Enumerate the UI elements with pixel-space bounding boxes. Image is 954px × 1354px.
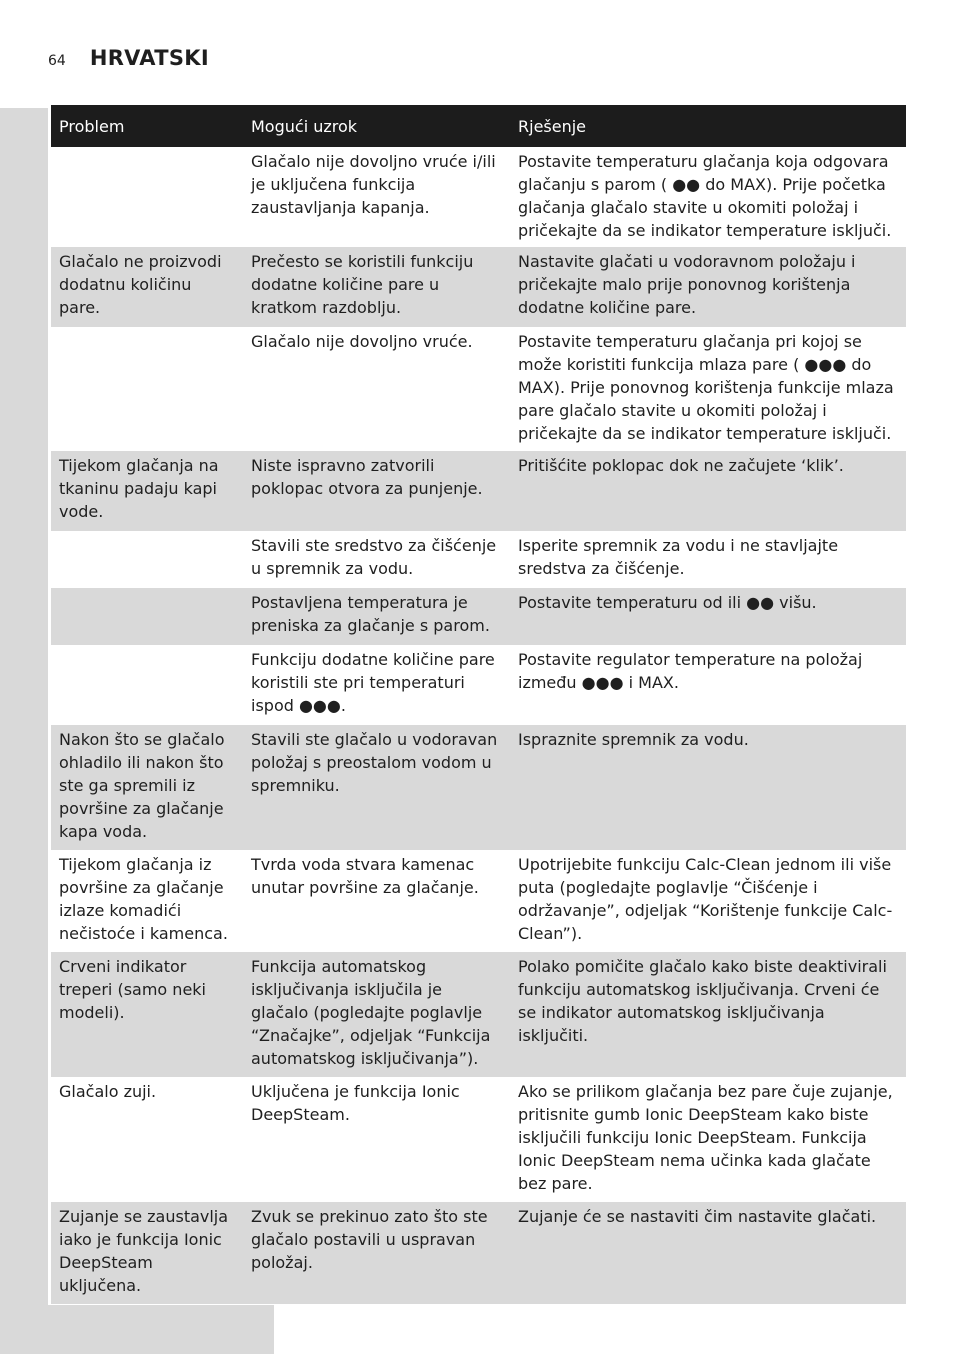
table-header-row	[51, 105, 906, 147]
table-row	[51, 952, 906, 1077]
problem-cell	[51, 531, 243, 588]
cause-cell: Funkcija automatskog isključivanja isključila je glačalo (pogledajte poglavlje “Značajke”, odjeljak “Funkcija automatskog isključivanja”).	[243, 952, 510, 1077]
cause-cell: Niste ispravno zatvorili poklopac otvora za punjenje.	[243, 451, 510, 531]
problem-cell: Tijekom glačanja iz površine za glačanje izlaze komadići nečistoće i kamenca.	[51, 850, 243, 952]
table-row	[51, 451, 906, 531]
solution-cell: Nastavite glačati u vodoravnom položaju i pričekajte malo prije ponovnog korištenja dodatne količine pare.	[510, 247, 906, 327]
solution-cell: Postavite temperaturu glačanja pri kojoj se može koristiti funkcija mlaza pare ( ●●● do MAX). Prije ponovnog korištenja funkcije mlaza pare glačalo stavite u okomiti položaj i pričekajte da se indikator temperature isključi.	[510, 327, 906, 451]
page-number: 64	[48, 53, 66, 69]
cause-cell: Zvuk se prekinuo zato što ste glačalo postavili u uspravan položaj.	[243, 1202, 510, 1304]
header-problem: Problem	[51, 105, 243, 147]
solution-cell: Postavite temperaturu od ili ●● višu.	[510, 588, 906, 645]
cause-cell: Stavili ste glačalo u vodoravan položaj s preostalom vodom u spremniku.	[243, 725, 510, 850]
page-header	[48, 46, 209, 76]
table-row	[51, 588, 906, 645]
problem-cell	[51, 327, 243, 451]
section-title: HRVATSKI	[89, 46, 209, 70]
left-margin-bar	[0, 108, 48, 1354]
solution-cell: Postavite temperaturu glačanja koja odgovara glačanju s parom ( ●● do MAX). Prije početka glačanja glačalo stavite u okomiti položaj i pričekajte da se indikator temperature isključi.	[510, 147, 906, 247]
table-row	[51, 327, 906, 451]
problem-cell: Zujanje se zaustavlja iako je funkcija Ionic DeepSteam uključena.	[51, 1202, 243, 1304]
solution-cell: Ako se prilikom glačanja bez pare čuje zujanje, pritisnite gumb Ionic DeepSteam kako biste isključili funkciju Ionic DeepSteam. Funkcija Ionic DeepSteam nema učinka kada glačate bez pare.	[510, 1077, 906, 1202]
troubleshooting-table	[51, 105, 906, 1304]
problem-cell: Glačalo ne proizvodi dodatnu količinu pare.	[51, 247, 243, 327]
table-row	[51, 531, 906, 588]
header-solution: Rješenje	[510, 105, 906, 147]
solution-cell: Ispraznite spremnik za vodu.	[510, 725, 906, 850]
table-row	[51, 1202, 906, 1304]
solution-cell: Polako pomičite glačalo kako biste deaktivirali funkciju automatskog isključivanja. Crveni će se indikator automatskog isključivanja isključiti.	[510, 952, 906, 1077]
problem-cell	[51, 645, 243, 725]
table-row	[51, 147, 906, 247]
table-row	[51, 247, 906, 327]
footer-gray-block	[48, 1305, 274, 1354]
header-cause: Mogući uzrok	[243, 105, 510, 147]
cause-cell: Tvrda voda stvara kamenac unutar površine za glačanje.	[243, 850, 510, 952]
cause-cell: Prečesto se koristili funkciju dodatne količine pare u kratkom razdoblju.	[243, 247, 510, 327]
cause-cell: Glačalo nije dovoljno vruće i/ili je uključena funkcija zaustavljanja kapanja.	[243, 147, 510, 247]
cause-cell: Funkciju dodatne količine pare koristili ste pri temperaturi ispod ●●●.	[243, 645, 510, 725]
solution-cell: Pritišćite poklopac dok ne začujete ‘klik’.	[510, 451, 906, 531]
problem-cell: Crveni indikator treperi (samo neki modeli).	[51, 952, 243, 1077]
table-row	[51, 1077, 906, 1202]
cause-cell: Uključena je funkcija Ionic DeepSteam.	[243, 1077, 510, 1202]
table-row	[51, 645, 906, 725]
cause-cell: Postavljena temperatura je preniska za glačanje s parom.	[243, 588, 510, 645]
problem-cell: Nakon što se glačalo ohladilo ili nakon što ste ga spremili iz površine za glačanje kapa voda.	[51, 725, 243, 850]
cause-cell: Glačalo nije dovoljno vruće.	[243, 327, 510, 451]
solution-cell: Upotrijebite funkciju Calc-Clean jednom ili više puta (pogledajte poglavlje “Čišćenje i održavanje”, odjeljak “Korištenje funkcije Calc-Clean”).	[510, 850, 906, 952]
problem-cell: Glačalo zuji.	[51, 1077, 243, 1202]
table-row	[51, 850, 906, 952]
problem-cell	[51, 147, 243, 247]
solution-cell: Postavite regulator temperature na položaj između ●●● i MAX.	[510, 645, 906, 725]
problem-cell	[51, 588, 243, 645]
solution-cell: Isperite spremnik za vodu i ne stavljajte sredstva za čišćenje.	[510, 531, 906, 588]
problem-cell: Tijekom glačanja na tkaninu padaju kapi vode.	[51, 451, 243, 531]
solution-cell: Zujanje će se nastaviti čim nastavite glačati.	[510, 1202, 906, 1304]
table-row	[51, 725, 906, 850]
cause-cell: Stavili ste sredstvo za čišćenje u spremnik za vodu.	[243, 531, 510, 588]
